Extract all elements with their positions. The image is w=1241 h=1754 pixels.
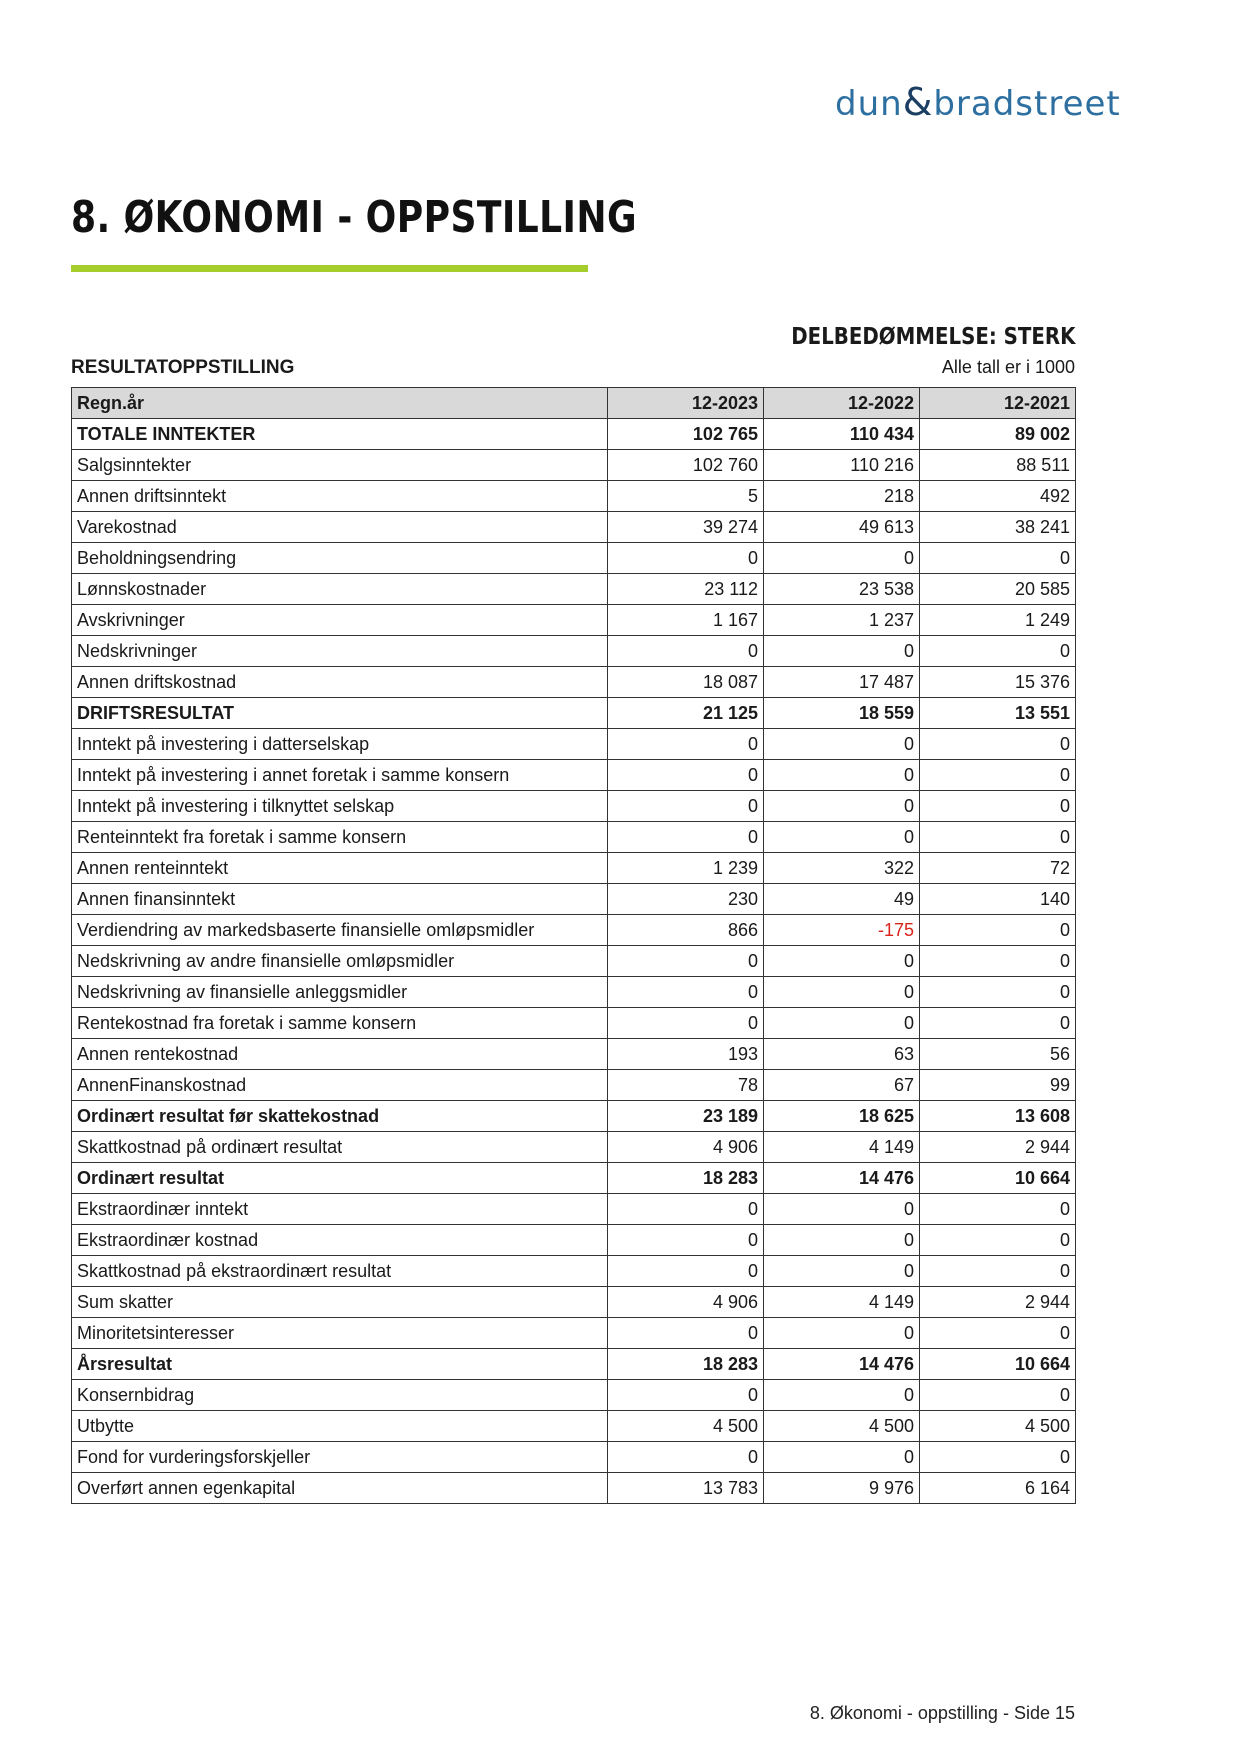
row-value: 9 976	[764, 1473, 920, 1504]
row-value: -175	[764, 915, 920, 946]
row-value: 1 167	[608, 605, 764, 636]
table-row	[72, 1287, 1076, 1318]
row-value: 0	[920, 543, 1076, 574]
row-value: 492	[920, 481, 1076, 512]
row-value: 78	[608, 1070, 764, 1101]
row-value: 0	[764, 791, 920, 822]
row-value: 23 112	[608, 574, 764, 605]
row-label: Årsresultat	[72, 1349, 608, 1380]
table-row	[72, 667, 1076, 698]
table-body	[72, 419, 1076, 1504]
row-value: 0	[920, 760, 1076, 791]
row-value: 4 500	[764, 1411, 920, 1442]
table-row	[72, 1380, 1076, 1411]
row-value: 0	[764, 1442, 920, 1473]
row-value: 0	[608, 543, 764, 574]
row-value: 0	[764, 822, 920, 853]
row-value: 4 906	[608, 1287, 764, 1318]
table-row	[72, 605, 1076, 636]
row-value: 2 944	[920, 1132, 1076, 1163]
row-label: Salgsinntekter	[72, 450, 608, 481]
logo-text-bradstreet: bradstreet	[933, 84, 1121, 124]
row-label: Renteinntekt fra foretak i samme konsern	[72, 822, 608, 853]
title-underline	[71, 265, 588, 272]
table-row	[72, 946, 1076, 977]
row-value: 67	[764, 1070, 920, 1101]
table-row	[72, 543, 1076, 574]
row-label: Beholdningsendring	[72, 543, 608, 574]
row-value: 4 149	[764, 1132, 920, 1163]
row-value: 0	[608, 1442, 764, 1473]
row-value: 99	[920, 1070, 1076, 1101]
row-label: Annen rentekostnad	[72, 1039, 608, 1070]
row-value: 4 149	[764, 1287, 920, 1318]
row-label: AnnenFinanskostnad	[72, 1070, 608, 1101]
row-value: 4 906	[608, 1132, 764, 1163]
row-value: 0	[920, 1318, 1076, 1349]
row-label: Lønnskostnader	[72, 574, 608, 605]
row-value: 18 559	[764, 698, 920, 729]
row-value: 23 538	[764, 574, 920, 605]
row-value: 0	[608, 760, 764, 791]
row-value: 0	[608, 729, 764, 760]
row-value: 18 283	[608, 1349, 764, 1380]
row-value: 18 283	[608, 1163, 764, 1194]
row-value: 0	[764, 1318, 920, 1349]
row-value: 1 249	[920, 605, 1076, 636]
row-value: 0	[608, 946, 764, 977]
row-value: 110 434	[764, 419, 920, 450]
table-row	[72, 574, 1076, 605]
row-value: 13 783	[608, 1473, 764, 1504]
row-value: 89 002	[920, 419, 1076, 450]
row-label: Rentekostnad fra foretak i samme konsern	[72, 1008, 608, 1039]
row-value: 0	[608, 1225, 764, 1256]
row-value: 10 664	[920, 1349, 1076, 1380]
table-row	[72, 1256, 1076, 1287]
row-value: 0	[920, 1380, 1076, 1411]
row-value: 18 087	[608, 667, 764, 698]
row-value: 21 125	[608, 698, 764, 729]
row-value: 0	[920, 1225, 1076, 1256]
table-row	[72, 1008, 1076, 1039]
logo-text-dun: dun	[835, 84, 903, 124]
table-row	[72, 729, 1076, 760]
row-value: 0	[764, 760, 920, 791]
row-value: 322	[764, 853, 920, 884]
row-value: 0	[920, 729, 1076, 760]
row-value: 0	[764, 1256, 920, 1287]
table-row	[72, 884, 1076, 915]
row-value: 0	[608, 1008, 764, 1039]
row-value: 0	[920, 1442, 1076, 1473]
row-value: 13 551	[920, 698, 1076, 729]
row-label: Inntekt på investering i tilknyttet selskap	[72, 791, 608, 822]
row-value: 110 216	[764, 450, 920, 481]
income-statement-table	[71, 387, 1076, 1504]
column-header-label: Regn.år	[72, 388, 608, 419]
table-row	[72, 419, 1076, 450]
row-value: 0	[920, 977, 1076, 1008]
column-header-2023: 12-2023	[608, 388, 764, 419]
row-value: 0	[764, 946, 920, 977]
row-value: 0	[920, 1008, 1076, 1039]
row-value: 1 239	[608, 853, 764, 884]
row-label: Fond for vurderingsforskjeller	[72, 1442, 608, 1473]
table-row	[72, 512, 1076, 543]
table-row	[72, 1318, 1076, 1349]
row-value: 0	[764, 636, 920, 667]
row-value: 0	[764, 1225, 920, 1256]
row-label: DRIFTSRESULTAT	[72, 698, 608, 729]
row-value: 0	[764, 977, 920, 1008]
logo-ampersand: &	[902, 80, 934, 124]
row-label: Annen driftskostnad	[72, 667, 608, 698]
row-value: 0	[608, 822, 764, 853]
row-value: 5	[608, 481, 764, 512]
row-value: 0	[920, 946, 1076, 977]
row-value: 0	[920, 822, 1076, 853]
rating-label: DELBEDØMMELSE: STERK	[790, 324, 1075, 350]
row-label: Utbytte	[72, 1411, 608, 1442]
table-row	[72, 1070, 1076, 1101]
table-header-row	[72, 388, 1076, 419]
row-value: 6 164	[920, 1473, 1076, 1504]
row-label: Konsernbidrag	[72, 1380, 608, 1411]
row-label: Inntekt på investering i annet foretak i samme konsern	[72, 760, 608, 791]
row-value: 0	[608, 1256, 764, 1287]
row-value: 1 237	[764, 605, 920, 636]
row-value: 17 487	[764, 667, 920, 698]
row-value: 0	[764, 543, 920, 574]
table-row	[72, 1411, 1076, 1442]
row-value: 14 476	[764, 1163, 920, 1194]
column-header-2022: 12-2022	[764, 388, 920, 419]
row-value: 140	[920, 884, 1076, 915]
row-value: 0	[608, 1380, 764, 1411]
row-value: 102 760	[608, 450, 764, 481]
row-value: 4 500	[920, 1411, 1076, 1442]
row-value: 2 944	[920, 1287, 1076, 1318]
row-value: 0	[920, 1256, 1076, 1287]
section-label: RESULTATOPPSTILLING	[71, 357, 295, 378]
row-label: Skattkostnad på ordinært resultat	[72, 1132, 608, 1163]
row-value: 218	[764, 481, 920, 512]
row-label: Skattkostnad på ekstraordinært resultat	[72, 1256, 608, 1287]
row-value: 14 476	[764, 1349, 920, 1380]
row-value: 193	[608, 1039, 764, 1070]
table-row	[72, 1442, 1076, 1473]
row-label: Inntekt på investering i datterselskap	[72, 729, 608, 760]
row-value: 0	[608, 636, 764, 667]
row-value: 63	[764, 1039, 920, 1070]
row-label: Annen renteinntekt	[72, 853, 608, 884]
row-value: 10 664	[920, 1163, 1076, 1194]
row-value: 4 500	[608, 1411, 764, 1442]
row-label: Ekstraordinær kostnad	[72, 1225, 608, 1256]
row-label: Ordinært resultat før skattekostnad	[72, 1101, 608, 1132]
row-label: Nedskrivning av finansielle anleggsmidler	[72, 977, 608, 1008]
table-row	[72, 698, 1076, 729]
row-label: Ekstraordinær inntekt	[72, 1194, 608, 1225]
row-value: 13 608	[920, 1101, 1076, 1132]
row-value: 0	[608, 1194, 764, 1225]
table-row	[72, 1194, 1076, 1225]
page-title: 8. ØKONOMI - OPPSTILLING	[71, 192, 637, 243]
page-footer: 8. Økonomi - oppstilling - Side 15	[809, 1703, 1075, 1723]
row-value: 49	[764, 884, 920, 915]
row-value: 15 376	[920, 667, 1076, 698]
row-label: Annen finansinntekt	[72, 884, 608, 915]
row-value: 0	[608, 1318, 764, 1349]
table-row	[72, 1039, 1076, 1070]
row-value: 0	[608, 791, 764, 822]
row-label: Verdiendring av markedsbaserte finansielle omløpsmidler	[72, 915, 608, 946]
row-label: Avskrivninger	[72, 605, 608, 636]
table-row	[72, 853, 1076, 884]
row-label: Nedskrivning av andre finansielle omløpsmidler	[72, 946, 608, 977]
dun-bradstreet-logo	[835, 80, 1121, 124]
row-value: 39 274	[608, 512, 764, 543]
row-value: 18 625	[764, 1101, 920, 1132]
row-value: 0	[764, 1194, 920, 1225]
table-row	[72, 450, 1076, 481]
row-value: 23 189	[608, 1101, 764, 1132]
table-row	[72, 915, 1076, 946]
table-row	[72, 1101, 1076, 1132]
row-label: Sum skatter	[72, 1287, 608, 1318]
row-label: Ordinært resultat	[72, 1163, 608, 1194]
row-value: 72	[920, 853, 1076, 884]
row-value: 0	[608, 977, 764, 1008]
row-label: Annen driftsinntekt	[72, 481, 608, 512]
row-value: 0	[920, 636, 1076, 667]
column-header-2021: 12-2021	[920, 388, 1076, 419]
table-row	[72, 791, 1076, 822]
row-value: 56	[920, 1039, 1076, 1070]
table-row	[72, 822, 1076, 853]
row-value: 49 613	[764, 512, 920, 543]
row-label: Overført annen egenkapital	[72, 1473, 608, 1504]
table-row	[72, 760, 1076, 791]
row-value: 38 241	[920, 512, 1076, 543]
table-row	[72, 481, 1076, 512]
row-value: 20 585	[920, 574, 1076, 605]
row-label: TOTALE INNTEKTER	[72, 419, 608, 450]
row-label: Varekostnad	[72, 512, 608, 543]
table-row	[72, 1163, 1076, 1194]
table-row	[72, 1473, 1076, 1504]
row-value: 0	[920, 1194, 1076, 1225]
row-value: 230	[608, 884, 764, 915]
table-row	[72, 1132, 1076, 1163]
unit-note: Alle tall er i 1000	[941, 357, 1075, 377]
row-value: 102 765	[608, 419, 764, 450]
row-value: 0	[764, 1008, 920, 1039]
row-label: Nedskrivninger	[72, 636, 608, 667]
row-value: 0	[920, 791, 1076, 822]
row-value: 866	[608, 915, 764, 946]
table-row	[72, 1225, 1076, 1256]
table-row	[72, 636, 1076, 667]
table-row	[72, 1349, 1076, 1380]
row-value: 88 511	[920, 450, 1076, 481]
row-label: Minoritetsinteresser	[72, 1318, 608, 1349]
row-value: 0	[920, 915, 1076, 946]
table-row	[72, 977, 1076, 1008]
row-value: 0	[764, 729, 920, 760]
row-value: 0	[764, 1380, 920, 1411]
